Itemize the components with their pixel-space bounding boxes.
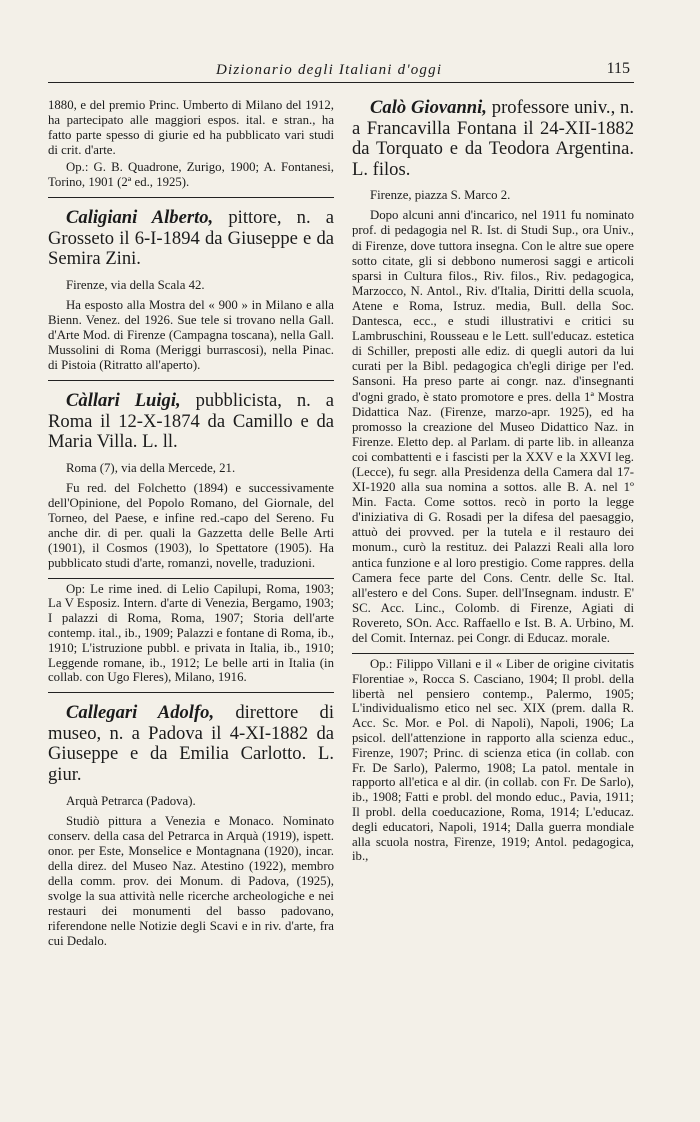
entry-heading-text: pubblicista, n. a Roma il 12-X-1874 da Camillo e da Maria Villa. L. ll. — [48, 390, 334, 453]
left-column — [48, 98, 334, 949]
entry-name: Càllari Luigi, — [66, 390, 181, 412]
entry-separator — [48, 692, 334, 693]
entry-body: Studiò pittura a Venezia e Monaco. Nominato conserv. della casa del Petrarca in Arquà (1919), ispett. onor. per Este, Monselice e Montagnana (1920), incar. della direz. del Museo Naz. Atestino (1922), membro della comm. prov. dei Monum. di Padova, (1925), svolge la sua attività nelle ricerche archeologiche e nei restauri dei monumenti del basso padovano, riferendone nelle Notizie degli Scavi e in riv. d'arte, fra cui Dedalo. — [48, 813, 334, 949]
works-separator — [48, 578, 334, 579]
entry-name: Calò Giovanni, — [370, 97, 487, 118]
entry-heading — [48, 391, 334, 453]
entry-heading-text: pittore, n. a Grosseto il 6-I-1894 da Giuseppe e da Semira Zini. — [48, 206, 334, 270]
works-separator — [352, 653, 634, 654]
page-number: 115 — [606, 60, 630, 77]
entry-name: Callegari Adolfo, — [66, 702, 215, 724]
entry-heading-text: direttore di museo, n. a Padova il 4-XI-1882 da Giuseppe e da Emilia Carlotto. L. giur. — [48, 702, 334, 785]
entry-address: Roma (7), via della Mercede, 21. — [66, 461, 236, 475]
entry-body: Dopo alcuni anni d'incarico, nel 1911 fu nominato prof. di pedagogia nel R. Ist. di Studi Sup., ora Univ., di Firenze, dove tuttora insegna. Con le altre sue opere sotto citate, gli si debbono numerosi saggi e articoli sparsi in Cultura filos., Riv. filos., Riv. pedagogica, Marzocco, N. Antol., Riv. d'Italia, Diritti della scuola, Atene e Roma, Istruz. media, Bull. della Soc. Dantesca, ecc., e studi illustrativi e critici su Lambruschini, Rousseau e le Lett. sull'educaz. estetica di Schiller, preposti alle ediz. di quegli autori da lui curati per la Bibl. pedagogica ch'egli dirige per l'ed. Sansoni. Ha preso parte ai congr. naz. d'insegnanti d'ogni grado, è stato promotore e pres. della 1ª Mostra Didattica Naz. (Firenze, marzo-apr. 1925), ed ha promosso la creazione del Museo Didattico Naz. in Firenze. Eletto dep. al Parlam. di parte lib. in alleanza coi combattenti e i fascisti per la XXV e la XXVI leg. (Lecce), fu segr. alla Presidenza della Camera dal 17-XI-1920 alla sua nomina a sottos. alle B. A. nel 1º Min. Facta. Come sottos. recò in porto la legge d'iniziativa di G. Rosadi per la difesa del paesaggio, attuò dei provved. per la tutela e il restauro dei monum., curò la restituz. dei Palazzi Reali alla loro antica funzione e al loro prestigio. Come rappres. della Camera fece parte del Cons. Centr. delle Sc. Ital. all'estero e del Cons. Super. dell'Insegnam. industr. E' SC. Acc. Linc., Colomb. di Firenze, Agiati di Rovereto, SOn. Acc. Raffaello e Ist. B. A. Urbino, M. del Comit. Internaz. pei Congr. di Educaz. morale. — [352, 208, 634, 645]
page-header — [48, 60, 634, 83]
entry-heading — [48, 208, 334, 270]
entry-separator — [48, 197, 334, 198]
entry-continuation-text: 1880, e del premio Princ. Umberto di Milano del 1912, ha partecipato alle maggiori espos. ital. e stran., ha fatto parte spesso di giurie ed ha pubblicato vari studi di crit. d'arte. — [48, 98, 334, 158]
entry-continuation-works: Op.: G. B. Quadrone, Zurigo, 1900; A. Fontanesi, Torino, 1901 (2ª ed., 1925). — [48, 160, 334, 190]
entry-works: Op.: Filippo Villani e il « Liber de origine civitatis Florentiae », Rocca S. Casciano, 1904; Il probl. della libertà nel pensiero contemp., Palermo, 1905; L'individualismo etico nel sec. XIX (prem. dalla R. Acc. Sc. Mor. e Pol. di Napoli), Napoli, 1906; La psicol. dell'attenzione in rapporto alla scienza educ., Firenze, 1907; Princ. di scienza etica (in collab. con Fr. De Sarlo), Palermo, 1908; La patol. mentale in rapporto all'etica e al dir. (in collab. con Fr. De Sarlo), ib., 1908; Fatti e probl. del mondo educ., Pavia, 1911; Il probl. della coeducazione, Roma, 1914; L'educaz. degli educatori, Napoli, 1914; Dalla guerra mondiale alla scuola nostra, Firenze, 1919; Antol. pedagogica, ib., — [352, 657, 634, 864]
entry-name: Caligiani Alberto, — [66, 206, 214, 228]
entry-calo — [352, 98, 634, 864]
entry-address: Arquà Petrarca (Padova). — [66, 793, 196, 808]
entry-separator — [48, 380, 334, 381]
entry-heading — [48, 703, 334, 785]
entry-caligiani — [48, 208, 334, 373]
entry-address: Firenze, via della Scala 42. — [66, 277, 205, 292]
entry-callegari — [48, 703, 334, 949]
entry-heading-text: professore univ., n. a Francavilla Fontana il 24-XII-1882 da Torquato e da Teodora Argentina. L. filos. — [352, 97, 635, 180]
entry-works: Op: Le rime ined. di Lelio Capilupi, Roma, 1903; La V Esposiz. Intern. d'arte di Venezia, Bergamo, 1903; I palazzi di Roma, Roma, 1907; Storia dell'arte contemp. ital., ib., 1909; Palazzi e fontane di Roma, ib., 1910; L'istruzione pubbl. e privata in Italia, ib., 1910; Leggende romane, ib., 1912; Le belle arti in Italia (in collab. con Ugo Fleres), Milano, 1916. — [48, 581, 334, 685]
running-head: Dizionario degli Italiani d'oggi — [216, 62, 443, 78]
entry-body: Ha esposto alla Mostra del « 900 » in Milano e alla Bienn. Venez. del 1926. Sue tele si trovano nella Gall. d'Arte Mod. di Firenze (Campagna toscana), nella Gall. Mussolini di Roma (Meriggi burrascosi), nella Pinac. di Pistoia (Ritratto all'aperto). — [48, 297, 334, 373]
entry-address: Firenze, piazza S. Marco 2. — [370, 188, 511, 203]
entry-heading — [352, 98, 634, 180]
right-column — [352, 98, 634, 864]
entry-callari — [48, 391, 334, 685]
entry-body: Fu red. del Folchetto (1894) e successivamente dell'Opinione, del Popolo Romano, del Giornale, del Torneo, del Paese, e infine red.-capo del Sereno. Fu anche dir. di per. quali la Gazzetta delle Belle Arti (1901), il Cosmos (1903), lo Spettatore (1905). Ha pubblicato studi d'arte, romanzi, novelle, traduzioni. — [48, 481, 334, 571]
